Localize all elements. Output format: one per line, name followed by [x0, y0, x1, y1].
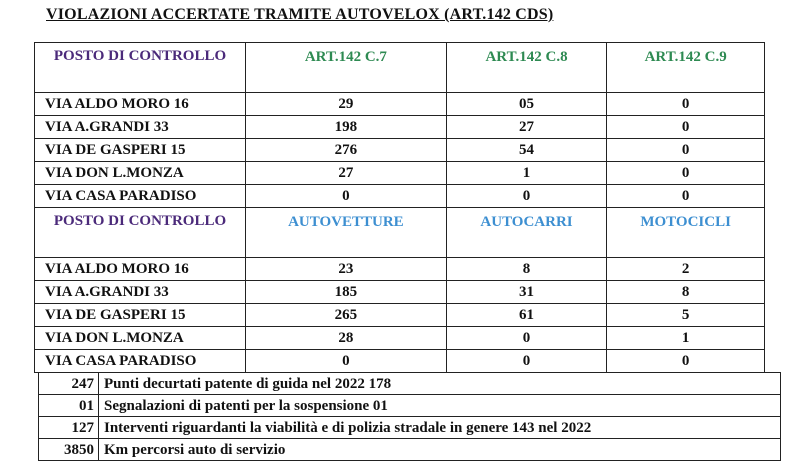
summary-text: Punti decurtati patente di guida nel 2022 178 [99, 373, 781, 395]
header-location: POSTO DI CONTROLLO [35, 208, 246, 258]
cell-value: 0 [246, 185, 447, 208]
cell-value: 28 [246, 327, 447, 350]
cell-value: 0 [446, 350, 607, 373]
summary-value: 247 [39, 373, 99, 395]
cell-value: 54 [446, 139, 607, 162]
cell-location: VIA ALDO MORO 16 [35, 93, 246, 116]
table-row [35, 350, 765, 373]
cell-value: 0 [446, 185, 607, 208]
cell-value: 185 [246, 281, 447, 304]
summary-row [39, 373, 781, 395]
cell-value: 5 [607, 304, 765, 327]
cell-value: 265 [246, 304, 447, 327]
cell-value: 0 [607, 116, 765, 139]
cell-value: 1 [446, 162, 607, 185]
document-title: VIOLAZIONI ACCERTATE TRAMITE AUTOVELOX (ART.142 CDS) [46, 6, 554, 23]
table-header-row [35, 43, 765, 93]
cell-value: 31 [446, 281, 607, 304]
cell-value: 27 [246, 162, 447, 185]
header-art142-c9: ART.142 C.9 [607, 43, 765, 93]
cell-value: 0 [607, 350, 765, 373]
summary-value: 01 [39, 395, 99, 417]
cell-value: 2 [607, 258, 765, 281]
cell-location: VIA CASA PARADISO [35, 350, 246, 373]
table-header-row [35, 208, 765, 258]
summary-row [39, 395, 781, 417]
violations-table [34, 42, 765, 373]
cell-value: 27 [446, 116, 607, 139]
cell-location: VIA DON L.MONZA [35, 162, 246, 185]
summary-table [38, 372, 781, 461]
table-row [35, 185, 765, 208]
cell-value: 0 [607, 93, 765, 116]
cell-location: VIA CASA PARADISO [35, 185, 246, 208]
cell-value: 61 [446, 304, 607, 327]
cell-value: 05 [446, 93, 607, 116]
header-autovetture: AUTOVETTURE [246, 208, 447, 258]
summary-text: Segnalazioni di patenti per la sospensione 01 [99, 395, 781, 417]
cell-value: 29 [246, 93, 447, 116]
cell-value: 276 [246, 139, 447, 162]
header-art142-c7: ART.142 C.7 [246, 43, 447, 93]
cell-value: 0 [607, 162, 765, 185]
table-row [35, 327, 765, 350]
table-row [35, 281, 765, 304]
summary-value: 3850 [39, 439, 99, 461]
table-row [35, 304, 765, 327]
cell-value: 1 [607, 327, 765, 350]
table-row [35, 139, 765, 162]
header-motocicli: MOTOCICLI [607, 208, 765, 258]
cell-value: 0 [246, 350, 447, 373]
cell-value: 0 [446, 327, 607, 350]
table-row [35, 93, 765, 116]
header-autocarri: AUTOCARRI [446, 208, 607, 258]
cell-location: VIA DE GASPERI 15 [35, 139, 246, 162]
summary-row [39, 439, 781, 461]
summary-text: Interventi riguardanti la viabilità e di polizia stradale in genere 143 nel 2022 [99, 417, 781, 439]
cell-value: 8 [607, 281, 765, 304]
cell-value: 198 [246, 116, 447, 139]
cell-value: 0 [607, 139, 765, 162]
cell-location: VIA DON L.MONZA [35, 327, 246, 350]
header-art142-c8: ART.142 C.8 [446, 43, 607, 93]
cell-value: 8 [446, 258, 607, 281]
cell-location: VIA ALDO MORO 16 [35, 258, 246, 281]
summary-text: Km percorsi auto di servizio [99, 439, 781, 461]
table-row [35, 162, 765, 185]
cell-location: VIA A.GRANDI 33 [35, 281, 246, 304]
summary-value: 127 [39, 417, 99, 439]
cell-location: VIA DE GASPERI 15 [35, 304, 246, 327]
table-row [35, 258, 765, 281]
summary-row [39, 417, 781, 439]
header-location: POSTO DI CONTROLLO [35, 43, 246, 93]
cell-value: 23 [246, 258, 447, 281]
table-row [35, 116, 765, 139]
cell-value: 0 [607, 185, 765, 208]
cell-location: VIA A.GRANDI 33 [35, 116, 246, 139]
